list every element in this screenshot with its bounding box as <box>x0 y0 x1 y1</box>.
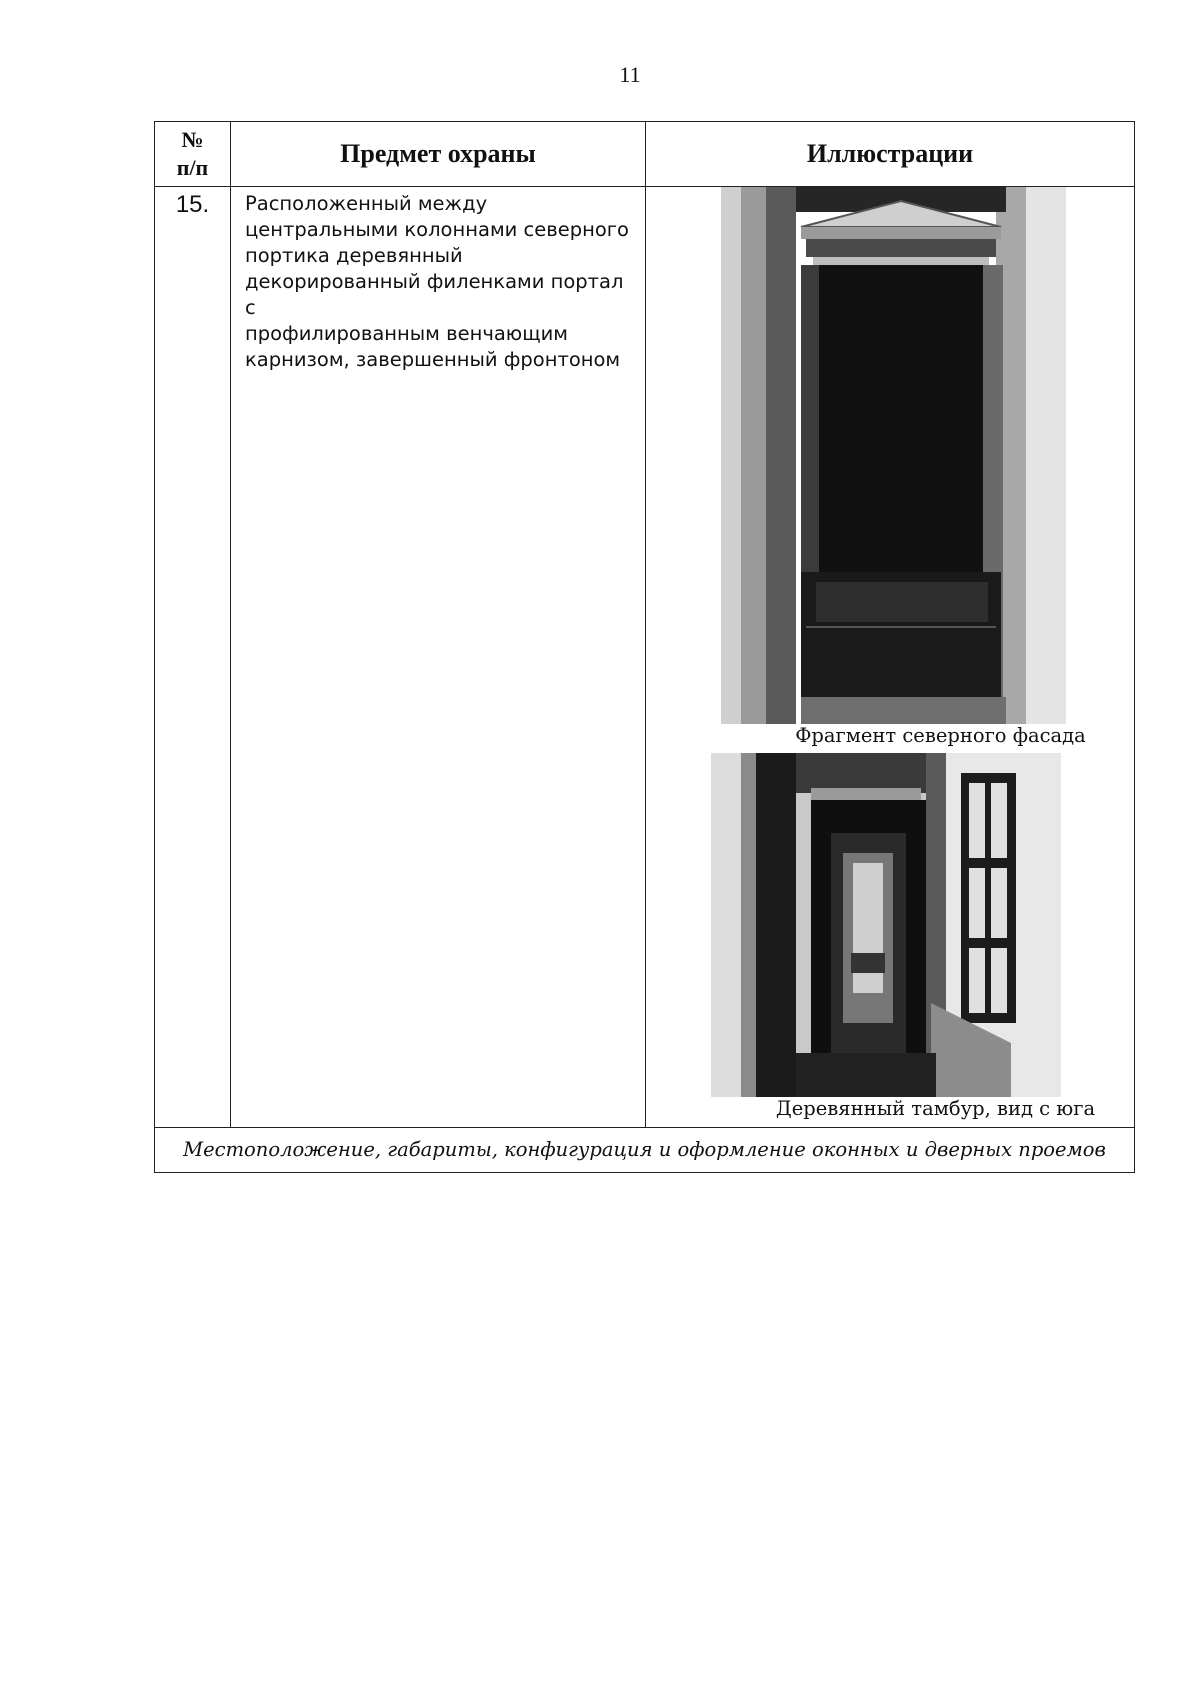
photo-north-facade <box>721 187 1066 724</box>
header-illustrations: Иллюстрации <box>646 122 1135 187</box>
section-heading: Местоположение, габариты, конфигурация и оформление оконных и дверных проемов <box>155 1127 1135 1172</box>
row-illustrations <box>646 187 1135 1128</box>
row-number: 15. <box>155 187 231 1128</box>
subject-line: Расположенный между <box>245 192 488 216</box>
header-number <box>155 122 231 187</box>
subject-line: портика деревянный <box>245 244 463 268</box>
protection-table <box>154 121 1135 1173</box>
subject-line: профилированным венчающим <box>245 322 568 346</box>
row-subject <box>231 187 646 1128</box>
table-footer-row <box>155 1127 1135 1172</box>
header-number-line2: п/п <box>176 155 209 181</box>
subject-line: карнизом, завершенный фронтоном <box>245 348 621 372</box>
table-header-row <box>155 122 1135 187</box>
page-number: 11 <box>619 62 641 87</box>
subject-line: декорированный филенками портал с <box>245 270 624 320</box>
header-number-line1: № <box>181 127 204 153</box>
photo-wooden-vestibule <box>711 753 1061 1097</box>
subject-line: центральными колоннами северного <box>245 218 629 242</box>
caption-photo2: Деревянный тамбур, вид с юга <box>775 1097 1096 1121</box>
table-row <box>155 187 1135 1128</box>
caption-photo1: Фрагмент северного фасада <box>795 724 1086 748</box>
header-subject: Предмет охраны <box>231 122 646 187</box>
